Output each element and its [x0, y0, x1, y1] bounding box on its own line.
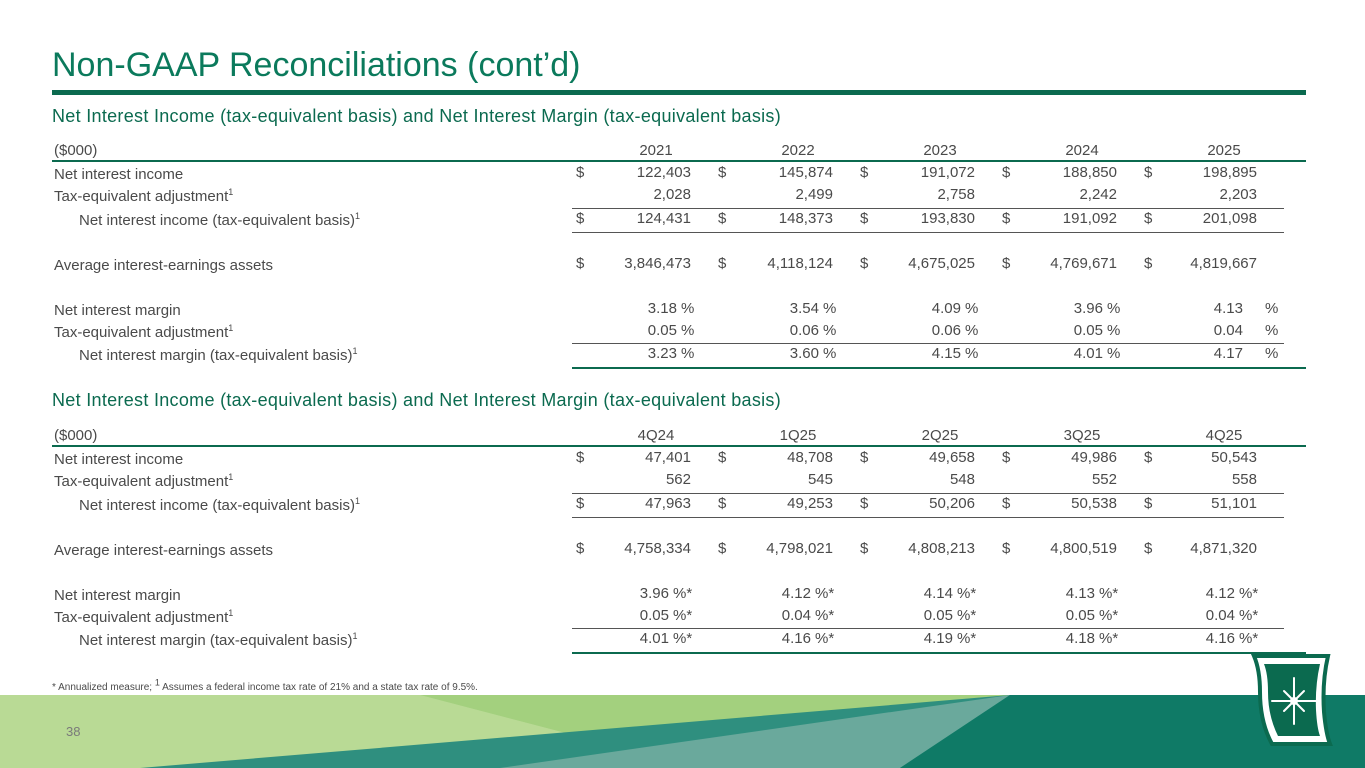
row-label [54, 324, 233, 341]
row-label [54, 166, 183, 183]
table-cell-value: 47,963 [645, 495, 691, 512]
percent-suffix: % [1265, 345, 1279, 362]
percent-suffix: %* [815, 607, 835, 624]
percent-suffix: %* [957, 585, 977, 602]
percent-suffix: %* [1099, 585, 1119, 602]
percent-suffix: %* [673, 607, 693, 624]
table-cell-value: 2,028 [653, 186, 691, 203]
subtotal-divider [572, 493, 1284, 494]
table-cell-value: 201,098 [1202, 210, 1257, 227]
table-cell-value: 4,769,671 [1050, 255, 1117, 272]
table-cell-value: 51,101 [1211, 495, 1257, 512]
table-cell-value: 49,658 [929, 449, 975, 466]
subtotal-divider [572, 628, 1284, 629]
table-cell-value: 4,800,519 [1050, 540, 1117, 557]
table-cell-value: 0.05 [1073, 322, 1103, 339]
dollar-sign: $ [1144, 540, 1153, 557]
column-header: 2022 [781, 142, 815, 159]
table-cell-value: 198,895 [1202, 164, 1257, 181]
table-cell-value: 4,758,334 [624, 540, 691, 557]
row-label [54, 587, 181, 604]
row-label [79, 632, 357, 649]
table-cell-value: 4.16 [1205, 630, 1235, 647]
row-label [54, 473, 233, 490]
table-cell-value: 50,543 [1211, 449, 1257, 466]
dollar-sign: $ [1144, 449, 1153, 466]
percent-suffix: %* [815, 585, 835, 602]
table-cell-value: 193,830 [920, 210, 975, 227]
row-label-superscript: 1 [228, 472, 234, 482]
table-cell-value: 191,072 [920, 164, 975, 181]
row-label-text: Net interest margin [54, 302, 181, 319]
table-cell-value: 122,403 [636, 164, 691, 181]
table-cell-value: 4,808,213 [908, 540, 975, 557]
table-cell-value: 0.06 [789, 322, 819, 339]
table-cell-value: 188,850 [1062, 164, 1117, 181]
table-cell-value: 4.13 [1213, 300, 1243, 317]
dollar-sign: $ [576, 449, 585, 466]
percent-suffix: % [1107, 322, 1121, 339]
row-label-text: Tax-equivalent adjustment [54, 473, 229, 490]
table-cell-value: 0.06 [931, 322, 961, 339]
dollar-sign: $ [718, 210, 727, 227]
row-label [54, 451, 183, 468]
dollar-sign: $ [860, 164, 869, 181]
table-cell-value: 0.04 [781, 607, 811, 624]
row-label-text: Tax-equivalent adjustment [54, 609, 229, 626]
row-label-text: Net interest income (tax-equivalent basis) [79, 497, 355, 514]
percent-suffix: %* [957, 630, 977, 647]
table-cell-value: 4.16 [781, 630, 811, 647]
table-cell-value: 4.13 [1065, 585, 1095, 602]
row-label-superscript: 1 [352, 631, 358, 641]
table-cell-value: 552 [1091, 471, 1117, 488]
table-cell-value: 4.01 [639, 630, 669, 647]
dollar-sign: $ [860, 540, 869, 557]
percent-suffix: % [823, 345, 837, 362]
dollar-sign: $ [1002, 210, 1011, 227]
table-cell-value: 148,373 [778, 210, 833, 227]
table-cell-value: 0.04 [1213, 322, 1243, 339]
dollar-sign: $ [576, 540, 585, 557]
table-cell-value: 2,758 [937, 186, 975, 203]
dollar-sign: $ [1002, 540, 1011, 557]
table-cell-value: 0.05 [1065, 607, 1095, 624]
row-label-text: Net interest income [54, 166, 184, 183]
column-header: 4Q24 [637, 427, 675, 444]
table-cell-value: 0.05 [923, 607, 953, 624]
row-label-superscript: 1 [228, 187, 234, 197]
page-number: 38 [66, 724, 81, 739]
percent-suffix: % [681, 345, 695, 362]
table-cell-value: 4.12 [1205, 585, 1235, 602]
row-label [54, 302, 181, 319]
row-label-text: Net interest margin [54, 587, 181, 604]
dollar-sign: $ [1144, 164, 1153, 181]
column-header: 2024 [1065, 142, 1099, 159]
percent-suffix: %* [815, 630, 835, 647]
table-cell-value: 4,798,021 [766, 540, 833, 557]
row-label-superscript: 1 [354, 496, 360, 506]
percent-suffix: % [965, 300, 979, 317]
percent-suffix: %* [1239, 630, 1259, 647]
table-cell-value: 0.05 [647, 322, 677, 339]
table-cell-value: 545 [807, 471, 833, 488]
row-label-text: Net interest margin (tax-equivalent basis) [79, 632, 353, 649]
row-label [54, 257, 273, 274]
header-divider [52, 445, 1306, 447]
table-cell-value: 50,206 [929, 495, 975, 512]
percent-suffix: %* [1099, 630, 1119, 647]
total-divider [572, 517, 1284, 518]
annual-section-title: Net Interest Income (tax-equivalent basis) and Net Interest Margin (tax-equivalent basis) [52, 106, 782, 126]
table-cell-value: 0.05 [639, 607, 669, 624]
table-cell-value: 191,092 [1062, 210, 1117, 227]
table-cell-value: 4.14 [923, 585, 953, 602]
dollar-sign: $ [860, 495, 869, 512]
dollar-sign: $ [576, 164, 585, 181]
dollar-sign: $ [718, 540, 727, 557]
row-label [54, 542, 273, 559]
row-label [54, 188, 233, 205]
column-header: 4Q25 [1205, 427, 1243, 444]
percent-suffix: % [1107, 345, 1121, 362]
dollar-sign: $ [860, 449, 869, 466]
table-cell-value: 124,431 [636, 210, 691, 227]
subtotal-divider [572, 208, 1284, 209]
row-label-superscript: 1 [352, 346, 358, 356]
unit-label: ($000) [54, 142, 98, 159]
table-cell-value: 3.23 [647, 345, 677, 362]
footnote [52, 677, 478, 693]
unit-label: ($000) [54, 427, 98, 444]
header-divider [52, 160, 1306, 162]
row-label [54, 609, 233, 626]
dollar-sign: $ [860, 255, 869, 272]
quarterly-section-title: Net Interest Income (tax-equivalent basis) and Net Interest Margin (tax-equivalent basis) [52, 390, 782, 410]
table-cell-value: 3,846,473 [624, 255, 691, 272]
dollar-sign: $ [860, 210, 869, 227]
dollar-sign: $ [1002, 449, 1011, 466]
table-cell-value: 4.01 [1073, 345, 1103, 362]
percent-suffix: % [1265, 322, 1279, 339]
row-label-text: Tax-equivalent adjustment [54, 188, 229, 205]
table-cell-value: 0.04 [1205, 607, 1235, 624]
table-cell-value: 548 [949, 471, 975, 488]
percent-suffix: % [965, 322, 979, 339]
subtotal-divider [572, 343, 1284, 344]
row-label-text: Tax-equivalent adjustment [54, 324, 229, 341]
row-label-text: Net interest income (tax-equivalent basis) [79, 212, 355, 229]
row-label [79, 212, 360, 229]
footnote-superscript: 1 [154, 677, 160, 688]
percent-suffix: %* [957, 607, 977, 624]
percent-suffix: %* [673, 585, 693, 602]
row-label-superscript: 1 [228, 323, 234, 333]
footnote-assumption: Assumes a federal income tax rate of 21% and a state tax rate of 9.5%. [162, 682, 478, 693]
percent-suffix: % [1107, 300, 1121, 317]
table-cell-value: 4.09 [931, 300, 961, 317]
row-label-text: Net interest margin (tax-equivalent basis) [79, 347, 353, 364]
table-cell-value: 3.96 [1073, 300, 1103, 317]
column-header: 2021 [639, 142, 673, 159]
table-cell-value: 47,401 [645, 449, 691, 466]
percent-suffix: %* [1239, 585, 1259, 602]
table-cell-value: 49,986 [1071, 449, 1117, 466]
row-label-superscript: 1 [354, 211, 360, 221]
dollar-sign: $ [718, 449, 727, 466]
percent-suffix: %* [1239, 607, 1259, 624]
table-cell-value: 3.60 [789, 345, 819, 362]
table-cell-value: 562 [665, 471, 691, 488]
table-cell-value: 4.19 [923, 630, 953, 647]
table-cell-value: 4.18 [1065, 630, 1095, 647]
table-cell-value: 4.12 [781, 585, 811, 602]
column-header: 2025 [1207, 142, 1241, 159]
table-cell-value: 48,708 [787, 449, 833, 466]
dollar-sign: $ [718, 495, 727, 512]
percent-suffix: % [681, 322, 695, 339]
table-cell-value: 145,874 [778, 164, 833, 181]
table-cell-value: 4,819,667 [1190, 255, 1257, 272]
table-cell-value: 2,499 [795, 186, 833, 203]
table-cell-value: 2,242 [1079, 186, 1117, 203]
table-cell-value: 4.15 [931, 345, 961, 362]
row-label [79, 497, 360, 514]
table-cell-value: 4,871,320 [1190, 540, 1257, 557]
dollar-sign: $ [576, 210, 585, 227]
table-cell-value: 50,538 [1071, 495, 1117, 512]
percent-suffix: % [823, 300, 837, 317]
column-header: 3Q25 [1063, 427, 1101, 444]
table-cell-value: 4.17 [1213, 345, 1243, 362]
table-cell-value: 558 [1231, 471, 1257, 488]
bank-logo-icon [1250, 652, 1334, 748]
title-divider [52, 90, 1306, 95]
dollar-sign: $ [1002, 164, 1011, 181]
table-bottom-divider [572, 652, 1306, 654]
table-cell-value: 4,118,124 [767, 255, 833, 272]
dollar-sign: $ [1144, 210, 1153, 227]
dollar-sign: $ [718, 164, 727, 181]
footnote-annualized: * Annualized measure; [52, 682, 153, 693]
dollar-sign: $ [718, 255, 727, 272]
row-label-superscript: 1 [228, 608, 234, 618]
table-cell-value: 49,253 [787, 495, 833, 512]
table-cell-value: 2,203 [1219, 186, 1257, 203]
row-label [79, 347, 357, 364]
row-label-text: Net interest income [54, 451, 184, 468]
percent-suffix: %* [1099, 607, 1119, 624]
page-title: Non-GAAP Reconciliations (cont’d) [52, 46, 581, 84]
column-header: 2Q25 [921, 427, 959, 444]
table-cell-value: 3.54 [789, 300, 819, 317]
dollar-sign: $ [1144, 255, 1153, 272]
percent-suffix: % [681, 300, 695, 317]
dollar-sign: $ [1144, 495, 1153, 512]
table-cell-value: 3.18 [647, 300, 677, 317]
percent-suffix: %* [673, 630, 693, 647]
percent-suffix: % [823, 322, 837, 339]
percent-suffix: % [965, 345, 979, 362]
column-header: 1Q25 [779, 427, 817, 444]
column-header: 2023 [923, 142, 957, 159]
row-label-text: Average interest-earnings assets [54, 257, 274, 274]
percent-suffix: % [1265, 300, 1279, 317]
table-cell-value: 4,675,025 [908, 255, 975, 272]
table-bottom-divider [572, 367, 1306, 369]
table-cell-value: 3.96 [639, 585, 669, 602]
dollar-sign: $ [1002, 255, 1011, 272]
row-label-text: Average interest-earnings assets [54, 542, 274, 559]
total-divider [572, 232, 1284, 233]
dollar-sign: $ [576, 255, 585, 272]
dollar-sign: $ [576, 495, 585, 512]
dollar-sign: $ [1002, 495, 1011, 512]
